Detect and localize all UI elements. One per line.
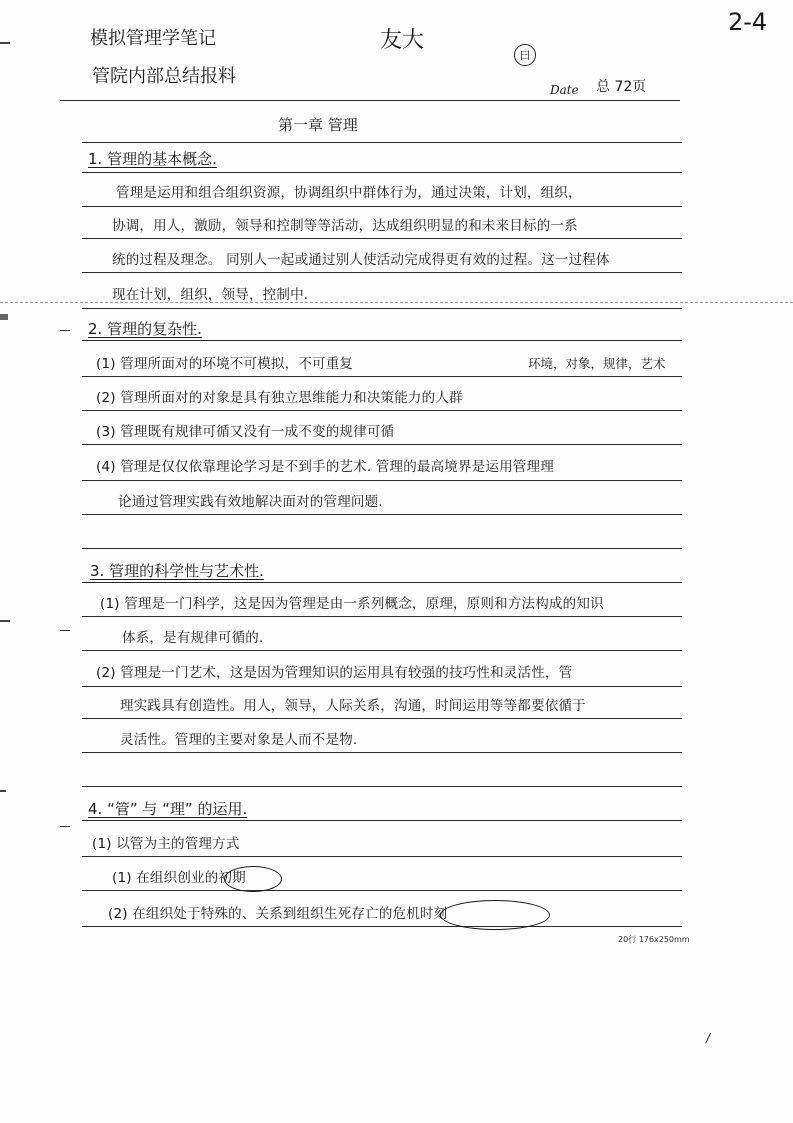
margin-tick [60, 330, 70, 331]
ruled-line [82, 686, 682, 687]
note-line: 统的过程及理念。 同别人一起或通过别人使活动完成得更有效的过程。这一过程体 [112, 252, 610, 268]
side-note: 环境，对象，规律，艺术 [528, 356, 666, 371]
margin-tick [60, 630, 70, 631]
date-label: Date [550, 83, 579, 97]
notes-subtitle: 管院内部总结报料 [92, 66, 236, 87]
ruled-line [82, 786, 682, 787]
ruled-line [82, 650, 682, 651]
ruled-line [82, 856, 682, 857]
note-line: (3) 管理既有规律可循又没有一成不变的规律可循 [96, 424, 395, 440]
note-line: (2) 管理是一门艺术，这是因为管理知识的运用具有较强的技巧性和灵活性，管 [96, 665, 573, 681]
margin-tick [60, 826, 70, 827]
section-heading: 2. 管理的复杂性. [88, 320, 202, 338]
note-line: (1) 以管为主的管理方式 [92, 836, 240, 852]
author-scrawl: 友大 [380, 28, 425, 53]
scan-mark [0, 314, 8, 320]
note-line: (1) 管理所面对的环境不可模拟，不可重复 [96, 356, 354, 372]
ruled-line [60, 100, 680, 101]
ruled-line [82, 718, 682, 719]
note-line: (4) 管理是仅仅依靠理论学习是不到手的艺术. 管理的最高境界是运用管理理 [96, 459, 554, 475]
paper-spec: 20行 176x250mm [618, 935, 690, 944]
ruled-line [82, 444, 682, 445]
section-heading: 3. 管理的科学性与艺术性. [90, 562, 264, 580]
section-heading: 4. “管” 与 “理” 的运用. [88, 800, 248, 818]
note-line: (1) 在组织创业的初期 [112, 870, 246, 886]
notes-title: 模拟管理学笔记 [90, 28, 216, 49]
stray-mark: / [706, 1031, 711, 1045]
ruled-line [82, 890, 682, 891]
scan-mark [0, 790, 6, 792]
note-line: 论通过管理实践有效地解决面对的管理问题. [118, 494, 383, 510]
scan-mark [0, 42, 10, 44]
circled-term [440, 900, 550, 930]
ruled-line [82, 272, 682, 273]
note-line: 灵活性。管理的主要对象是人而不是物. [120, 732, 358, 748]
chapter-title: 第一章 管理 [278, 116, 358, 134]
circled-term [224, 866, 282, 892]
ruled-line [82, 514, 682, 515]
ruled-line [82, 376, 682, 377]
note-line: (2) 在组织处于特殊的、关系到组织生死存亡的危机时刻 [108, 906, 448, 922]
scan-mark [0, 620, 10, 622]
date-value: 总 72页 [596, 79, 647, 95]
ruled-line [82, 340, 682, 341]
corner-page-number: 2-4 [728, 8, 768, 36]
punch-hole-icon [514, 44, 536, 66]
ruled-line [82, 926, 682, 927]
ruled-line [82, 172, 682, 173]
ruled-line [82, 752, 682, 753]
note-line: 现在计划，组织，领导，控制中. [112, 287, 309, 303]
ruled-line [82, 206, 682, 207]
note-line: 管理是运用和组合组织资源，协调组织中群体行为，通过决策，计划，组织， [116, 185, 582, 201]
ruled-line [82, 820, 682, 821]
ruled-line [82, 582, 682, 583]
ruled-line [82, 308, 682, 309]
ruled-line [82, 616, 682, 617]
note-line: (1) 管理是一门科学，这是因为管理是由一系列概念，原理，原则和方法构成的知识 [100, 596, 604, 612]
ruled-line [82, 238, 682, 239]
ruled-line [82, 142, 682, 143]
note-line: 理实践具有创造性。用人，领导，人际关系，沟通，时间运用等等都要依循于 [120, 698, 586, 714]
hole-label: 曰 [519, 49, 531, 62]
note-line: 协调，用人，激励，领导和控制等等活动，达成组织明显的和未来目标的一系 [112, 218, 578, 234]
section-heading: 1. 管理的基本概念. [88, 150, 217, 168]
note-line: 体系，是有规律可循的. [122, 630, 264, 646]
ruled-line [82, 410, 682, 411]
ruled-line [82, 480, 682, 481]
note-line: (2) 管理所面对的对象是具有独立思维能力和决策能力的人群 [96, 390, 463, 406]
ruled-line [82, 548, 682, 549]
